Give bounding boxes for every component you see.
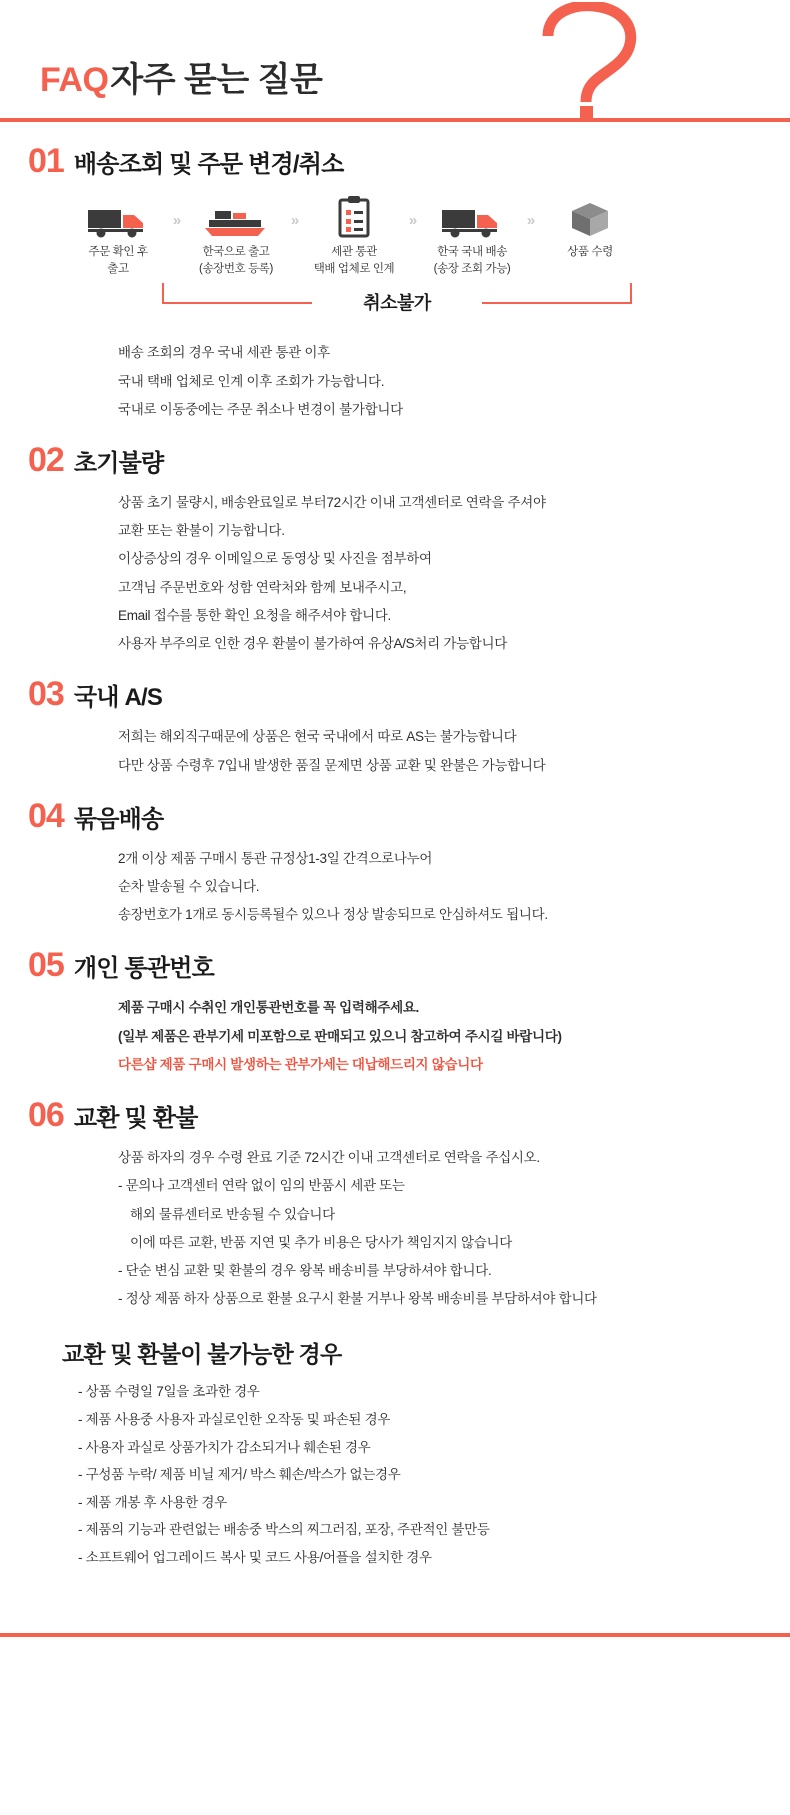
section-03-body xyxy=(0,725,790,776)
body-line: 2개 이상 제품 구매시 통관 규정상1-3일 간격으로나누어 xyxy=(118,850,433,866)
list-item: - 구성품 누락/ 제품 비닐 제거/ 박스 훼손/박스가 없는경우 xyxy=(78,1467,401,1483)
section-05-body xyxy=(0,996,790,1076)
refund-exception-heading: 교환 및 환불이 불가능한 경우 xyxy=(62,1341,342,1368)
section-06 xyxy=(0,1098,790,1310)
section-number: 05 xyxy=(28,946,64,985)
body-line: Email 접수를 통한 확인 요청을 해주셔야 합니다. xyxy=(118,607,392,623)
flow-arrow-icon: » xyxy=(408,212,418,229)
flow-step-5 xyxy=(544,194,636,261)
body-line: 국내 택배 업체로 인계 이후 조회가 가능합니다. xyxy=(118,373,385,389)
refund-exception-section xyxy=(0,1336,790,1568)
section-01-body xyxy=(0,341,790,421)
body-line: 배송 조회의 경우 국내 세관 통관 이후 xyxy=(118,345,330,361)
body-line: 해외 물류센터로 반송될 수 있습니다 xyxy=(130,1206,335,1222)
body-line: 이상증상의 경우 이메일으로 동영상 및 사진을 점부하여 xyxy=(118,551,432,567)
flow-step-1 xyxy=(72,194,164,277)
clipboard-icon xyxy=(308,194,400,238)
flow-arrow-icon: » xyxy=(172,212,182,229)
page-title-ko: 자주 묻는 질문 xyxy=(110,61,323,99)
section-04 xyxy=(0,796,790,927)
footer-divider xyxy=(0,1633,790,1637)
section-05-head xyxy=(0,946,790,985)
section-02-head xyxy=(0,443,790,477)
list-item: - 소프트웨어 업그레이드 복사 및 코드 사용/어플을 설치한 경우 xyxy=(78,1549,432,1565)
body-line: 사용자 부주의로 인한 경우 환불이 불가하여 유상A/S처리 가능합니다 xyxy=(118,636,508,652)
page-title-en: FAQ xyxy=(40,61,109,99)
cancel-not-available-bar xyxy=(0,283,790,327)
header-divider xyxy=(0,118,790,122)
section-06-body xyxy=(0,1146,790,1310)
section-title: 배송조회 및 주문 변경/취소 xyxy=(73,151,344,178)
truck-icon xyxy=(72,194,164,238)
section-number: 01 xyxy=(28,142,64,180)
section-04-head xyxy=(0,796,790,835)
body-line: 이에 따른 교환, 반품 지연 및 추가 비용은 당사가 책임지지 않습니다 xyxy=(130,1234,512,1250)
section-title: 초기불량 xyxy=(73,450,164,477)
bottom-spacer xyxy=(0,1575,790,1615)
truck-icon xyxy=(426,194,518,238)
flow-arrow-icon: » xyxy=(526,212,536,229)
body-line: 순차 발송될 수 있습니다. xyxy=(118,878,260,894)
list-item: - 제품의 기능과 관련없는 배송중 박스의 찌그러짐, 포장, 주관적인 불만등 xyxy=(78,1522,490,1538)
page-title xyxy=(40,52,322,101)
flow-step-label: 한국으로 출고 (송장번호 등록) xyxy=(199,246,273,275)
section-03 xyxy=(0,677,790,776)
body-line: - 정상 제품 하자 상품으로 환불 요구시 환불 거부나 왕복 배송비를 부담하셔야 합니다 xyxy=(118,1291,597,1307)
section-06-head xyxy=(0,1096,790,1135)
body-line: 상품 하자의 경우 수령 완료 기준 72시간 이내 고객센터로 연락을 주십시오. xyxy=(118,1150,540,1166)
body-line: 교환 또는 환불이 기능합니다. xyxy=(118,523,285,539)
list-item: - 상품 수령일 7일을 초과한 경우 xyxy=(78,1384,260,1400)
section-title: 국내 A/S xyxy=(73,684,163,712)
question-mark-icon xyxy=(530,2,640,118)
section-01 xyxy=(0,144,790,421)
section-title: 교환 및 환불 xyxy=(73,1105,198,1133)
body-line: 저희는 해외직구때문에 상품은 현국 국내에서 따로 AS는 불가능합니다 xyxy=(118,729,517,745)
flow-step-label: 세관 통관 택배 업체로 인계 xyxy=(313,246,395,275)
section-05 xyxy=(0,948,790,1076)
flow-step-label: 주문 확인 후 출고 xyxy=(88,246,148,275)
list-item: - 제품 개봉 후 사용한 경우 xyxy=(78,1494,227,1510)
body-line: 상품 초기 물량시, 배송완료일로 부터72시간 이내 고객센터로 연락을 주셔야 xyxy=(118,495,546,510)
body-line: 다만 상품 수령후 7입내 발생한 품질 문제면 상품 교환 및 완불은 가능합니다 xyxy=(118,757,546,773)
flow-arrow-icon: » xyxy=(290,212,300,229)
body-line: 국내로 이동중에는 주문 취소나 변경이 불가합니다 xyxy=(118,401,403,417)
section-02 xyxy=(0,443,790,655)
flow-step-2 xyxy=(190,194,282,277)
refund-exception-list xyxy=(0,1381,790,1568)
section-01-head xyxy=(0,144,790,178)
cancel-label: 취소불가 xyxy=(363,293,431,314)
section-title: 개인 통관번호 xyxy=(73,955,214,983)
body-line: 송장번호가 1개로 동시등록될수 있으나 정상 발송되므로 안심하셔도 됩니다. xyxy=(118,907,548,923)
ship-icon xyxy=(190,194,282,238)
list-item: - 제품 사용중 사용자 과실로인한 오작동 및 파손된 경우 xyxy=(78,1411,391,1427)
body-line: (일부 제품은 관부기세 미포함으로 판매되고 있으니 참고하여 주시길 바랍니다) xyxy=(118,1028,562,1044)
section-number: 04 xyxy=(28,796,64,835)
body-line: 제품 구매시 수취인 개인통관번호를 꼭 입력해주세요. xyxy=(118,1000,420,1016)
section-number: 02 xyxy=(28,441,64,479)
page-header xyxy=(0,0,790,118)
flow-step-label: 한국 국내 배송 (송장 조회 가능) xyxy=(433,246,511,275)
section-title: 묶음배송 xyxy=(73,805,164,833)
body-line-warning: 다른샵 제품 구매시 발생하는 관부가세는 대납해드리지 않습니다 xyxy=(118,1056,483,1072)
shipping-flow xyxy=(0,194,790,277)
body-line: - 단순 변심 교환 및 환불의 경우 왕복 배송비를 부당하셔야 합니다. xyxy=(118,1262,492,1278)
flow-step-3 xyxy=(308,194,400,277)
body-line: 고객님 주문번호와 성함 연락처와 함께 보내주시고, xyxy=(118,579,407,595)
section-02-body xyxy=(0,491,790,655)
box-icon xyxy=(544,194,636,238)
list-item: - 사용자 과실로 상품가치가 감소되거나 훼손된 경우 xyxy=(78,1439,371,1455)
flow-step-label: 상품 수령 xyxy=(567,246,613,258)
section-03-head xyxy=(0,675,790,714)
body-line: - 문의나 고객센터 연락 없이 임의 반품시 세관 또는 xyxy=(118,1178,405,1194)
flow-step-4 xyxy=(426,194,518,277)
section-number: 06 xyxy=(28,1096,64,1135)
section-04-body xyxy=(0,847,790,927)
section-number: 03 xyxy=(28,675,64,714)
